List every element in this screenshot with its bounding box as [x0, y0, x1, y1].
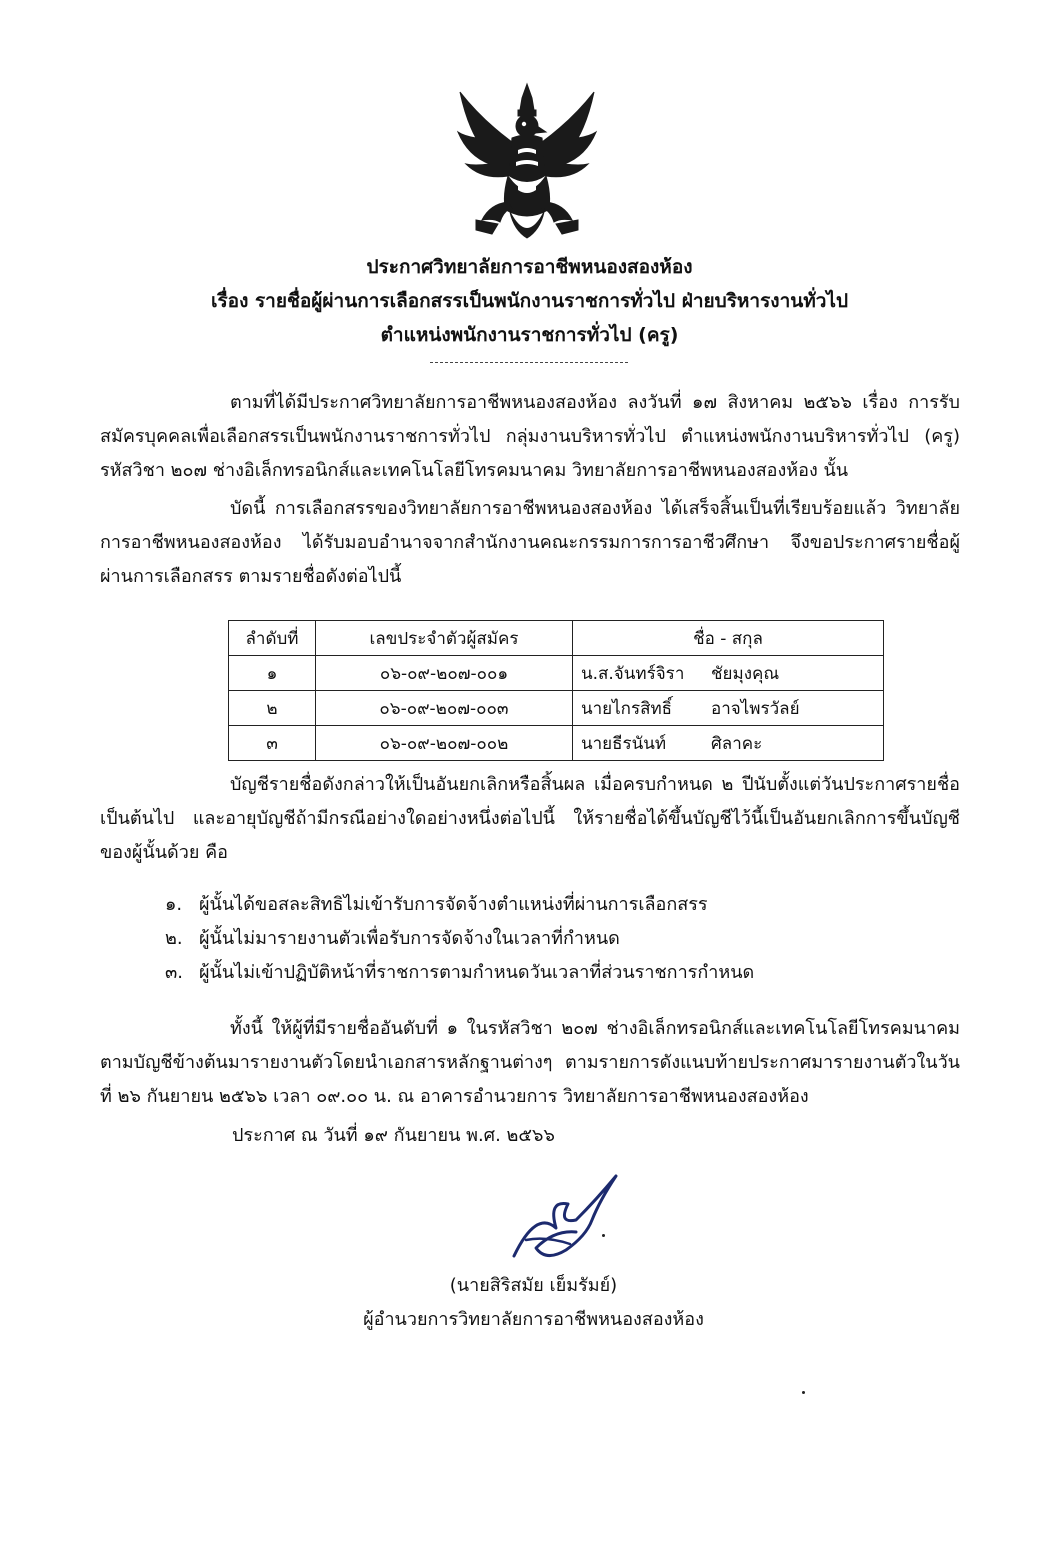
row-seq: ๒ — [229, 691, 316, 726]
candidate-table — [228, 620, 884, 761]
row-seq: ๓ — [229, 726, 316, 761]
page-mark-dot — [802, 1391, 805, 1394]
table-row — [229, 656, 884, 691]
condition-number: ๑. — [165, 894, 183, 915]
column-header-name: ชื่อ - สกุล — [573, 621, 884, 656]
row-last-name: ชัยมุงคุณ — [711, 663, 780, 684]
column-header-id: เลขประจำตัวผู้สมัคร — [316, 621, 573, 656]
signature-dot — [602, 1234, 605, 1237]
announcement-subject: เรื่อง รายชื่อผู้ผ่านการเลือกสรรเป็นพนักงานราชการทั่วไป ฝ่ายบริหารงานทั่วไป — [210, 290, 849, 312]
row-applicant-id: ๐๖-๐๙-๒๐๗-๐๐๑ — [316, 656, 573, 691]
row-applicant-id: ๐๖-๐๙-๒๐๗-๐๐๒ — [316, 726, 573, 761]
row-first-name: นายธีรนันท์ — [581, 733, 667, 754]
row-name — [573, 656, 884, 691]
row-name — [573, 726, 884, 761]
row-last-name: ศิลาคะ — [711, 733, 763, 754]
condition-number: ๒. — [165, 928, 183, 949]
row-name — [573, 691, 884, 726]
condition-number: ๓. — [165, 962, 184, 983]
column-header-seq: ลำดับที่ — [229, 621, 316, 656]
paragraph-validity-text: บัญชีรายชื่อดังกล่าวให้เป็นอันยกเลิกหรือสิ้นผล เมื่อครบกำหนด ๒ ปีนับตั้งแต่วันประกาศรายชื่อเป็นต้นไป และอายุบัญชีถ้ามีกรณีอย่างใดอย่างหนึ่งต่อไปนี้ ให้รายชื่อได้ขึ้นบัญชีไว้นี้เป็นอันยกเลิกการขึ้นบัญชีของผู้นั้นด้วย คือ — [100, 774, 960, 863]
proclamation-date: ประกาศ ณ วันที่ ๑๙ กันยายน พ.ศ. ๒๕๖๖ — [232, 1125, 555, 1146]
table-row — [229, 726, 884, 761]
paragraph-result-text: บัดนี้ การเลือกสรรของวิทยาลัยการอาชีพหนองสองห้อง ได้เสร็จสิ้นเป็นที่เรียบร้อยแล้ว วิทยาลัยการอาชีพหนองสองห้อง ได้รับมอบอำนาจจากสำนักงานคณะกรรมการการอาชีวศึกษา จึงขอประกาศรายชื่อผู้ผ่านการเลือกสรร ตามรายชื่อดังต่อไปนี้ — [100, 498, 960, 587]
paragraph-validity — [100, 768, 960, 870]
paragraph-reference — [100, 386, 960, 488]
announcement-title: ประกาศวิทยาลัยการอาชีพหนองสองห้อง — [366, 256, 693, 278]
signer-name: (นายสิริสมัย เย็มรัมย์) — [449, 1275, 618, 1296]
condition-text: ผู้นั้นได้ขอสละสิทธิไม่เข้ารับการจัดจ้างตำแหน่งที่ผ่านการเลือกสรร — [199, 894, 708, 915]
table-row — [229, 691, 884, 726]
condition-item — [165, 956, 965, 990]
announcement-position: ตำแหน่งพนักงานราชการทั่วไป (ครู) — [380, 324, 679, 346]
paragraph-report — [100, 1012, 960, 1114]
row-applicant-id: ๐๖-๐๙-๒๐๗-๐๐๓ — [316, 691, 573, 726]
table-header-row — [229, 621, 884, 656]
paragraph-report-text: ทั้งนี้ ให้ผู้ที่มีรายชื่ออันดับที่ ๑ ในรหัสวิชา ๒๐๗ ช่างอิเล็กทรอนิกส์และเทคโนโลยีโทรคมนาคม ตามบัญชีข้างต้นมารายงานตัวโดยนำเอกสารหลักฐานต่างๆ ตามรายการดังแนบท้ายประกาศมารายงานตัวในวันที่ ๒๖ กันยายน ๒๕๖๖ เวลา ๐๙.๐๐ น. ณ อาคารอำนวยการ วิทยาลัยการอาชีพหนองสองห้อง — [100, 1018, 960, 1107]
paragraph-result — [100, 492, 960, 594]
paragraph-reference-text: ตามที่ได้มีประกาศวิทยาลัยการอาชีพหนองสองห้อง ลงวันที่ ๑๗ สิงหาคม ๒๕๖๖ เรื่อง การรับสมัครบุคคลเพื่อเลือกสรรเป็นพนักงานราชการทั่วไป กลุ่มงานบริหารทั่วไป ตำแหน่งพนักงานบริหารทั่วไป (ครู) รหัสวิชา ๒๐๗ ช่างอิเล็กทรอนิกส์และเทคโนโลยีโทรคมนาคม วิทยาลัยการอาชีพหนองสองห้อง นั้น — [100, 392, 960, 481]
condition-item — [165, 888, 965, 922]
condition-text: ผู้นั้นไม่เข้าปฏิบัติหน้าที่ราชการตามกำหนดวันเวลาที่ส่วนราชการกำหนด — [199, 962, 755, 983]
row-first-name: น.ส.จันทร์จิรา — [581, 663, 685, 684]
title-divider — [430, 362, 628, 363]
condition-text: ผู้นั้นไม่มารายงานตัวเพื่อรับการจัดจ้างในเวลาที่กำหนด — [199, 928, 620, 949]
row-first-name: นายไกรสิทธิ์ — [581, 698, 673, 719]
row-last-name: อาจไพรวัลย์ — [711, 698, 800, 719]
row-seq: ๑ — [229, 656, 316, 691]
garuda-emblem-icon — [452, 80, 602, 245]
condition-item — [165, 922, 965, 956]
signature-icon — [496, 1170, 646, 1270]
signer-position: ผู้อำนวยการวิทยาลัยการอาชีพหนองสองห้อง — [363, 1309, 704, 1330]
